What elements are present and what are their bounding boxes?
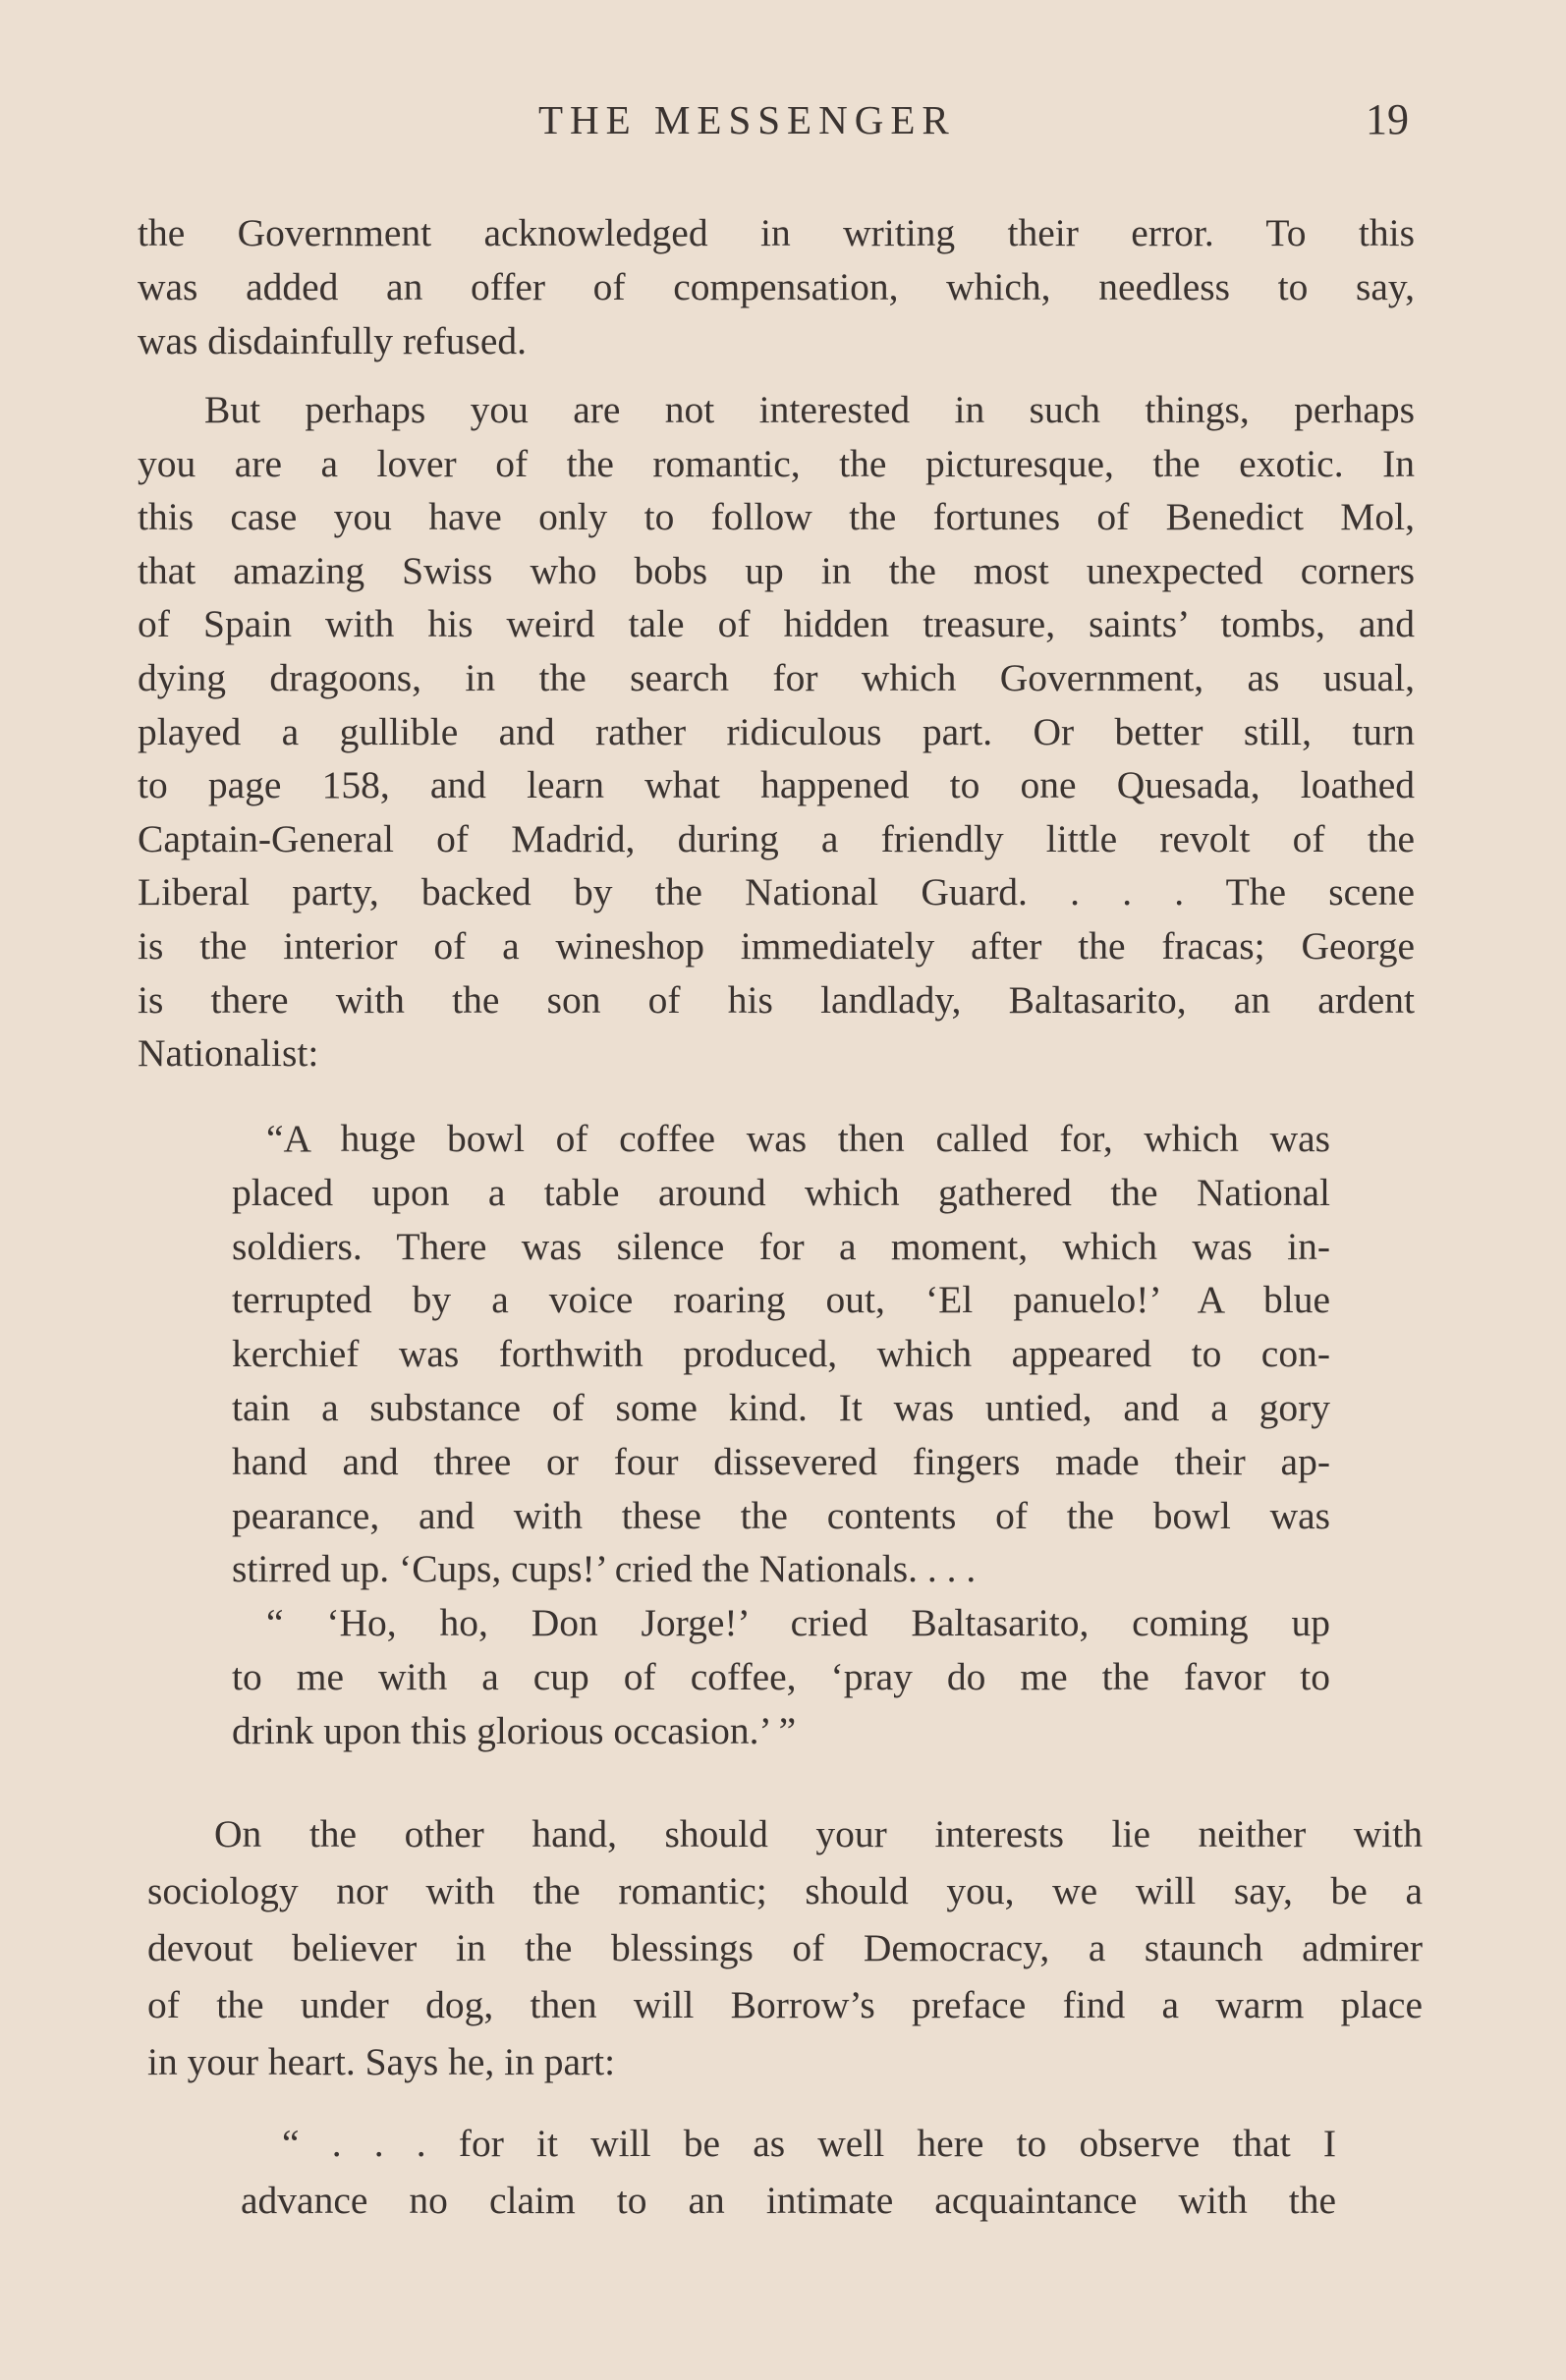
block-quote-2 [241, 2117, 1336, 2231]
text-line: that amazing Swiss who bobs up in the most unexpected corners [138, 548, 1415, 592]
paragraph-3 [147, 1807, 1423, 2092]
text-line: On the other hand, should your interests lie neither with [214, 1812, 1423, 1855]
block-quote-1 [232, 1112, 1330, 1758]
running-title: THE MESSENGER [538, 97, 956, 142]
running-header [0, 90, 1566, 149]
text-line: dying dragoons, in the search for which Government, as usual, [138, 655, 1415, 699]
quote-line: stirred up. ‘Cups, cups!’ cried the Nationals. . . . [232, 1547, 977, 1591]
text-line: sociology nor with the romantic; should you, we will say, be a [147, 1869, 1423, 1912]
text-line: of the under dog, then will Borrow’s preface find a warm place [147, 1983, 1423, 2026]
quote-line: placed upon a table around which gathered the National [232, 1170, 1330, 1214]
text-line: in your heart. Says he, in part: [147, 2040, 616, 2083]
quote-line: terrupted by a voice roaring out, ‘El panuelo!’ A blue [232, 1278, 1330, 1322]
paragraph-2 [138, 383, 1415, 1080]
text-line: is the interior of a wineshop immediately after the fracas; George [138, 923, 1415, 968]
quote-line: “ ‘Ho, ho, Don Jorge!’ cried Baltasarito, coming up [266, 1601, 1330, 1645]
text-line: was added an offer of compensation, which, needless to say, [138, 265, 1415, 308]
text-line: this case you have only to follow the fortunes of Benedict Mol, [138, 495, 1415, 539]
page-number: 19 [1366, 95, 1409, 143]
quote-line: hand and three or four dissevered fingers made their ap- [232, 1439, 1330, 1483]
text-line: But perhaps you are not interested in such things, perhaps [204, 388, 1415, 431]
text-line: you are a lover of the romantic, the picturesque, the exotic. In [138, 441, 1415, 485]
quote-line: drink upon this glorious occasion.’ ” [232, 1708, 797, 1752]
text-line: Nationalist: [138, 1031, 319, 1076]
quote-line: soldiers. There was silence for a moment, which was in- [232, 1224, 1330, 1268]
text-line: is there with the son of his landlady, Baltasarito, an ardent [138, 977, 1415, 1022]
quote-line: kerchief was forthwith produced, which appeared to con- [232, 1332, 1330, 1376]
quote-line: pearance, and with these the contents of the bowl was [232, 1493, 1330, 1537]
quote-line: tain a substance of some kind. It was untied, and a gory [232, 1385, 1330, 1429]
quote-line: “A huge bowl of coffee was then called for, which was [266, 1117, 1330, 1160]
text-line: to page 158, and learn what happened to one Quesada, loathed [138, 763, 1415, 807]
text-line: Liberal party, backed by the National Guard. . . . The scene [138, 870, 1415, 914]
text-line: Captain-General of Madrid, during a friendly little revolt of the [138, 816, 1415, 860]
quote-line: “ . . . for it will be as well here to observe that I [282, 2122, 1336, 2165]
text-line: devout believer in the blessings of Democracy, a staunch admirer [147, 1926, 1423, 1969]
paragraph-1 [138, 206, 1415, 368]
text-line: was disdainfully refused. [138, 319, 528, 362]
quote-line: to me with a cup of coffee, ‘pray do me the favor to [232, 1654, 1330, 1698]
quote-line: advance no claim to an intimate acquaintance with the [241, 2179, 1336, 2222]
text-line: of Spain with his weird tale of hidden treasure, saints’ tombs, and [138, 602, 1415, 646]
text-line: played a gullible and rather ridiculous part. Or better still, turn [138, 709, 1415, 753]
text-line: the Government acknowledged in writing their error. To this [138, 211, 1415, 254]
